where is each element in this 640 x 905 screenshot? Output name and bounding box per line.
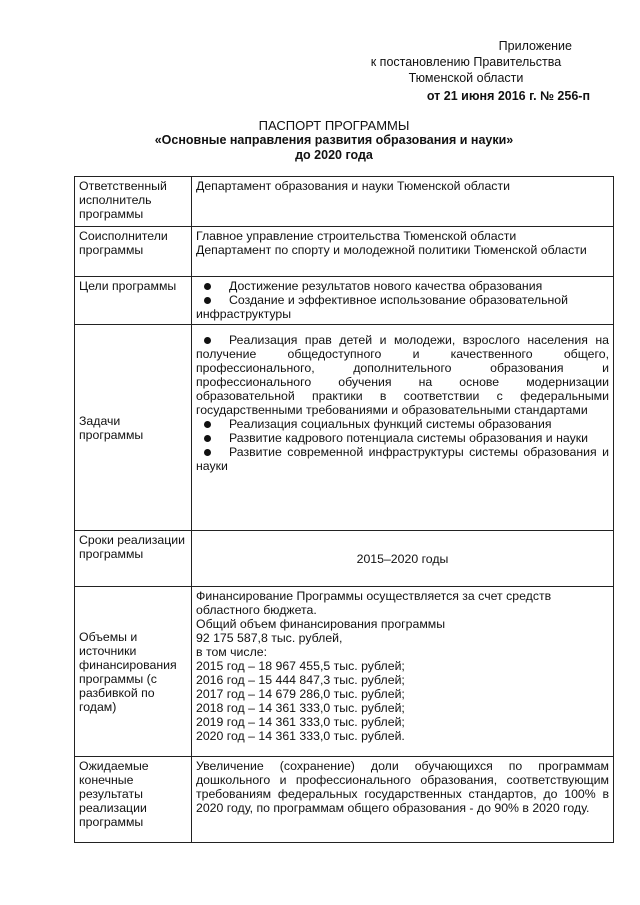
label-tasks: Задачи программы (75, 325, 192, 531)
goal-item: Создание и эффективное использование образовательной инфраструктуры (196, 293, 568, 321)
coexecutor-1: Главное управление строительства Тюменской области (196, 229, 517, 243)
bullet-icon (204, 449, 211, 456)
document-title (60, 118, 608, 163)
funding-including: в том числе: (196, 645, 268, 659)
goal-item: Достижение результатов нового качества образования (196, 279, 609, 293)
label-terms: Сроки реализации программы (75, 531, 192, 587)
funding-total: 92 175 587,8 тыс. рублей, (196, 631, 343, 645)
value-executor: Департамент образования и науки Тюменской области (192, 177, 614, 227)
passport-table (74, 176, 614, 843)
row-results (75, 757, 614, 843)
value-funding (192, 587, 614, 757)
funding-intro: Финансирование Программы осуществляется за счет средств областного бюджета. (196, 589, 552, 617)
funding-year: 2020 год – 14 361 333,0 тыс. рублей. (196, 729, 405, 743)
task-item: Развитие современной инфраструктуры системы образования и науки (196, 445, 609, 473)
row-goals (75, 277, 614, 325)
funding-year: 2017 год – 14 679 286,0 тыс. рублей; (196, 687, 405, 701)
bullet-icon (204, 297, 211, 304)
appendix-title: Приложение (498, 39, 572, 53)
bullet-icon (204, 337, 211, 344)
funding-total-label: Общий объем финансирования программы (196, 617, 446, 631)
label-goals: Цели программы (75, 277, 192, 325)
value-terms: 2015–2020 годы (192, 531, 614, 587)
row-executor (75, 177, 614, 227)
value-coexecutors (192, 227, 614, 277)
funding-year: 2016 год – 15 444 847,3 тыс. рублей; (196, 673, 405, 687)
value-results: Увеличение (сохранение) доли обучающихся по программам дошкольного и профессионального образования, соответствующим требованиям федеральных государственных стандартов, до 100% в 2020 году, по программам общего образования - до 90% в 2020 году. (192, 757, 614, 843)
funding-year: 2018 год – 14 361 333,0 тыс. рублей; (196, 701, 405, 715)
row-funding (75, 587, 614, 757)
row-tasks (75, 325, 614, 531)
bullet-icon (204, 435, 211, 442)
row-coexecutors (75, 227, 614, 277)
label-funding: Объемы и источники финансирования программы (с разбивкой по годам) (75, 587, 192, 757)
value-tasks (192, 325, 614, 531)
value-goals (192, 277, 614, 325)
bullet-icon (204, 283, 211, 290)
task-item: Реализация социальных функций системы образования (196, 417, 609, 431)
appendix-date-number: от 21 июня 2016 г. № 256-п (426, 89, 590, 103)
funding-year: 2019 год – 14 361 333,0 тыс. рублей; (196, 715, 405, 729)
label-coexecutors: Соисполнители программы (75, 227, 192, 277)
row-terms (75, 531, 614, 587)
label-results: Ожидаемые конечные результаты реализации программы (75, 757, 192, 843)
coexecutor-2: Департамент по спорту и молодежной политики Тюменской области (196, 243, 587, 257)
appendix-resolution: к постановлению Правительства (370, 55, 562, 69)
appendix-block (336, 38, 596, 104)
program-name: «Основные направления развития образования и науки» (154, 133, 514, 147)
passport-heading: ПАСПОРТ ПРОГРАММЫ (258, 118, 410, 133)
bullet-icon (204, 421, 211, 428)
task-item: Реализация прав детей и молодежи, взрослого населения на получение общедоступного и качественного общего, профессионального, дополнительного образования и профессионального обучения на основе модернизации образовательной практики в соответствии с федеральными государственными требованиями и образовательными стандартами (196, 333, 609, 417)
task-item: Развитие кадрового потенциала системы образования и науки (196, 431, 609, 445)
funding-year: 2015 год – 18 967 455,5 тыс. рублей; (196, 659, 405, 673)
appendix-region: Тюменской области (408, 71, 524, 85)
label-executor: Ответственный исполнитель программы (75, 177, 192, 227)
program-term: до 2020 года (295, 148, 373, 162)
